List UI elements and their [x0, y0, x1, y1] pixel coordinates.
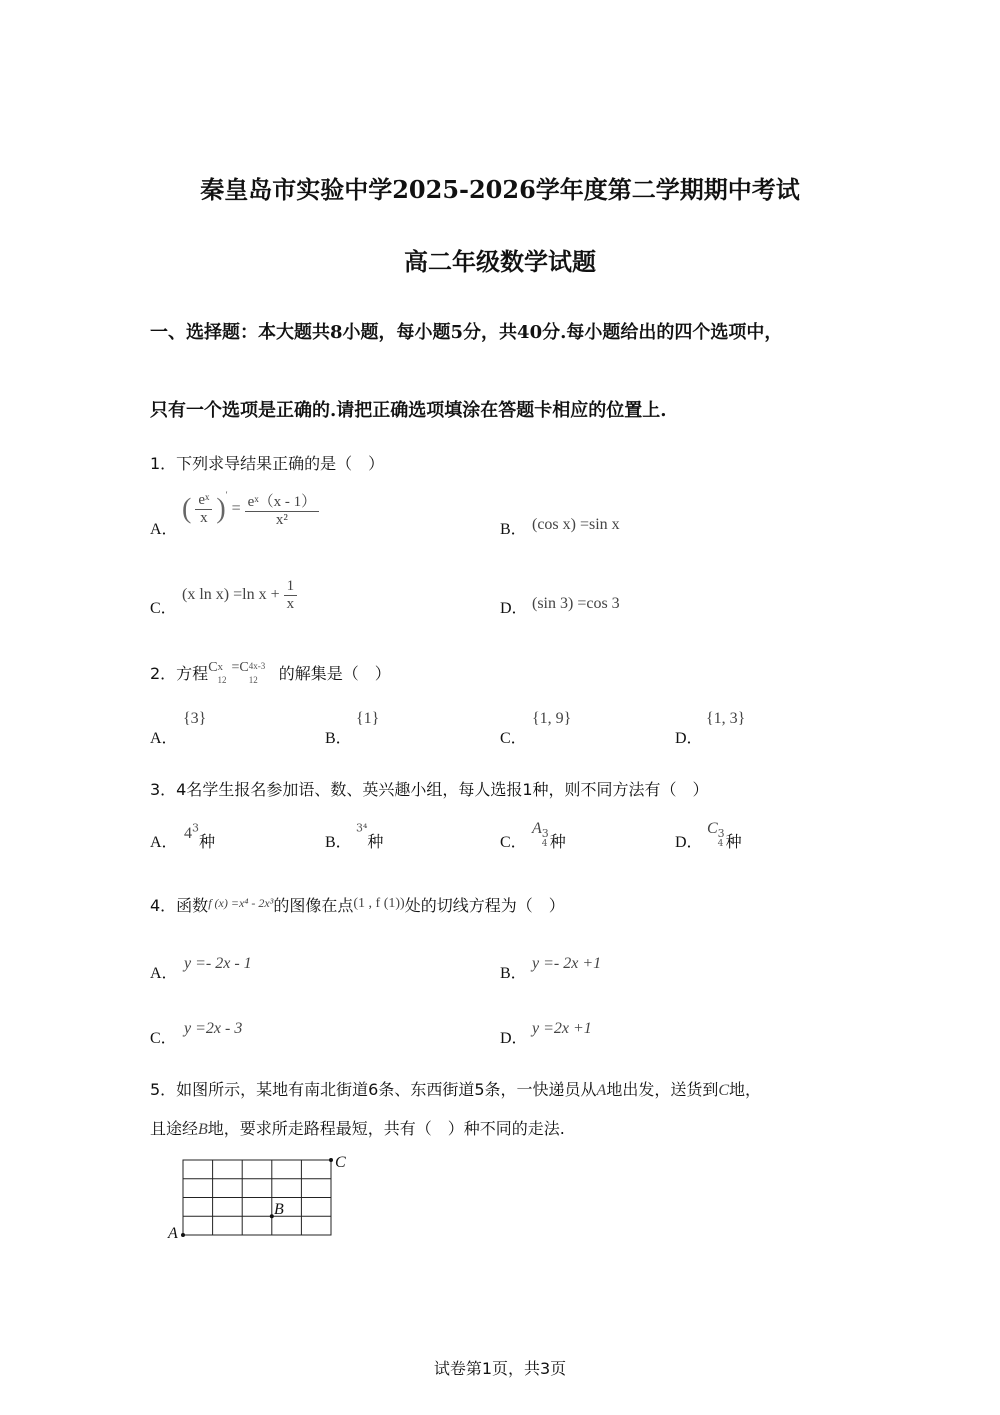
q4-option-d-label: D． [500, 1030, 528, 1047]
grid-lines [183, 1160, 331, 1235]
street-grid-figure [160, 1148, 360, 1248]
q2-equation [208, 660, 279, 685]
q4-option-c-label: C． [150, 1030, 177, 1047]
section-heading-line1: 一、选择题：本大题共8小题，每小题5分，共40分.每小题给出的四个选项中， [150, 322, 783, 343]
q1-a-rnum: eˣ（x - 1） [245, 490, 320, 512]
q2-option-b-value: {1} [356, 710, 380, 727]
q1-option-b-label: B． [500, 521, 527, 538]
q3-option-d-label: D． [675, 834, 703, 851]
q4-option-b-formula: y =- 2x +1 [532, 955, 602, 972]
q4-function: f (x) =x⁴ - 2x³ [208, 896, 274, 910]
q3-d-base: C [707, 820, 718, 837]
q4-option-a-formula: y =- 2x - 1 [184, 955, 252, 972]
q2-eq-l-sub: 12 [217, 675, 227, 685]
q5-l1-post: 地， [729, 1080, 762, 1099]
q1-a-num: eˣ [195, 492, 212, 510]
q3-c-sub: 4 [541, 839, 548, 849]
q3-option-d-value [707, 815, 742, 851]
q3-a-base: 4 [184, 825, 192, 842]
q1-c-main: (x ln x) =ln x + [182, 586, 280, 604]
q5-l1-pre: 5．如图所示，某地有南北街道6条、东西街道5条，一快递员从 [150, 1080, 597, 1099]
q4-option-c-formula: y =2x - 3 [184, 1020, 243, 1037]
point-a-dot [181, 1233, 185, 1237]
q3-option-c-value [532, 815, 566, 851]
q3-d-sub: 4 [717, 839, 724, 849]
question-5-line1 [150, 1077, 761, 1100]
q4-option-a-label: A． [150, 965, 178, 982]
q5-l2-post: 地，要求所走路程最短，共有（ ）种不同的走法. [207, 1119, 565, 1138]
q4-option-d-formula: y =2x +1 [532, 1020, 592, 1037]
q1-option-c-label: C． [150, 600, 177, 617]
q5-l1-A: A [596, 1082, 607, 1099]
q1-c-fnum: 1 [284, 578, 298, 596]
q3-option-c-label: C． [500, 834, 527, 851]
q3-a-unit: 种 [199, 832, 216, 851]
q1-a-rden: x² [275, 512, 288, 528]
q3-option-b-value [356, 820, 384, 851]
q3-option-a-value [184, 820, 216, 851]
q3-c-sup: 3 [541, 827, 549, 840]
q3-a-sup: 3 [192, 821, 199, 835]
q4-point: (1 , f (1)) [353, 896, 405, 911]
q4-post: 处的切线方程为（ ） [404, 896, 565, 915]
q5-l2-pre: 且途经 [150, 1119, 199, 1138]
q2-eq-r-sup: 4x-3 [248, 661, 266, 671]
q4-pre: 4．函数 [150, 896, 209, 915]
point-c-dot [329, 1158, 333, 1162]
q1-c-fden: x [286, 596, 295, 612]
q2-eq-r-sub: 12 [248, 675, 258, 685]
q3-b-sup: 3⁴ [356, 821, 368, 835]
q1-option-c-formula [182, 578, 297, 613]
question-1-stem: 1．下列求导结果正确的是（ ） [150, 454, 385, 473]
q2-eq-l: C [208, 660, 218, 675]
q2-option-d-label: D． [675, 730, 703, 747]
label-a: A [168, 1225, 178, 1242]
q2-option-a-label: A． [150, 730, 178, 747]
q2-option-a-value: {3} [183, 710, 207, 727]
question-3-stem: 3．4名学生报名参加语、数、英兴趣小组，每人选报1种，则不同方法有（ ） [150, 780, 709, 799]
q1-a-eq: = [231, 500, 241, 518]
q4-mid: 的图像在点 [273, 896, 354, 915]
question-2-stem [150, 661, 391, 684]
q3-b-unit: 种 [367, 832, 384, 851]
q1-option-a-label: A． [150, 521, 178, 538]
page-footer: 试卷第1页，共3页 [433, 1359, 567, 1378]
q4-option-b-label: B． [500, 965, 527, 982]
q1-option-b-formula: (cos x) =sin x [532, 516, 620, 533]
q2-pre: 2．方程 [150, 664, 209, 683]
q2-option-b-label: B． [325, 730, 352, 747]
label-c: C [335, 1154, 346, 1171]
section-heading-line2: 只有一个选项是正确的.请把正确选项填涂在答题卡相应的位置上. [150, 400, 667, 421]
q2-option-c-value: {1, 9} [532, 710, 572, 727]
q2-post: 的解集是（ ） [278, 664, 391, 683]
question-5-line2 [150, 1116, 565, 1139]
q1-option-a-formula: ( $\frac{\text{eˣ}}{x}$ )′ = $\frac{\text{eˣ（x - 1）}}{\text{x²}}$ [182, 490, 319, 529]
exam-title: 秦皇岛市实验中学2025-2026学年度第二学期期中考试 [200, 175, 800, 204]
q2-option-c-label: C． [500, 730, 527, 747]
q2-eq-l-sup: x [217, 661, 224, 673]
q5-l1-C: C [718, 1082, 730, 1099]
q3-c-base: A [532, 820, 542, 837]
label-b: B [274, 1201, 284, 1218]
q2-option-d-value: {1, 3} [706, 710, 746, 727]
q1-a-den: x [200, 510, 208, 526]
q3-option-a-label: A． [150, 834, 178, 851]
q2-eq-mid: =C [231, 660, 249, 675]
q5-l1-mid: 地出发，送货到 [606, 1080, 719, 1099]
q5-l2-B: B [198, 1121, 208, 1138]
question-4-stem [150, 893, 565, 916]
q3-d-sup: 3 [717, 827, 725, 840]
exam-subtitle: 高二年级数学试题 [404, 247, 596, 276]
q1-option-d-label: D． [500, 600, 528, 617]
q3-option-b-label: B． [325, 834, 352, 851]
q3-c-unit: 种 [549, 832, 566, 851]
q1-option-d-formula: (sin 3) =cos 3 [532, 595, 620, 612]
q3-d-unit: 种 [725, 832, 742, 851]
